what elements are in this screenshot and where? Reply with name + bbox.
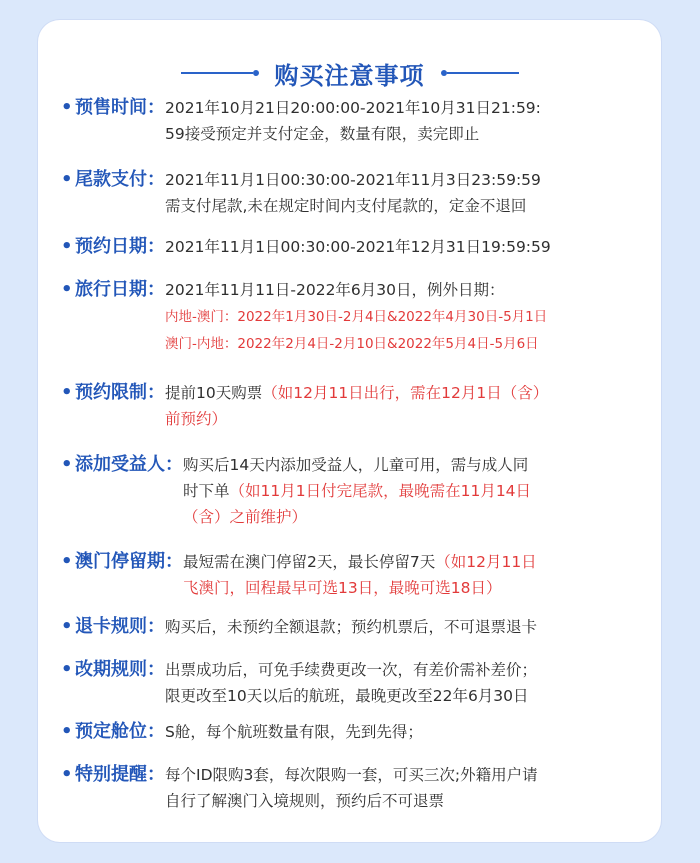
notice-content <box>165 234 647 260</box>
notice-card <box>38 20 661 842</box>
content-line <box>183 575 647 601</box>
bullet-icon: • <box>61 382 73 403</box>
content-text: 2021年10月21日20:00:00-2021年10月31日21:59: <box>165 99 541 117</box>
content-line <box>165 277 647 303</box>
notice-label: 改期规则： <box>75 659 165 680</box>
highlight-text: （如11月1日付完尾款，最晚需在11月14日 <box>229 482 532 500</box>
notice-item <box>61 549 647 601</box>
bullet-icon: • <box>61 721 73 742</box>
content-text: 购买后，未预约全额退款；预约机票后，不可退票退卡 <box>165 618 538 636</box>
right-decoration <box>441 70 519 76</box>
bullet-icon: • <box>61 659 73 680</box>
divider-line <box>181 72 253 74</box>
notice-item <box>61 452 647 530</box>
notice-item <box>61 762 647 814</box>
notice-label: 澳门停留期： <box>75 551 183 572</box>
notice-item <box>61 167 647 219</box>
content-text: 需支付尾款,未在规定时间内支付尾款的，定金不退回 <box>165 197 527 215</box>
content-text: 提前10天购票 <box>165 384 263 402</box>
bullet-icon: • <box>61 616 73 637</box>
content-text: 限更改至10天以后的航班，最晚更改至22年6月30日 <box>165 687 529 705</box>
highlight-text: 内地-澳门：2022年1月30日-2月4日&2022年4月30日-5月1日 <box>165 309 548 325</box>
divider-dot <box>253 70 259 76</box>
content-line <box>165 330 647 357</box>
content-line <box>183 452 647 478</box>
content-text: S舱，每个航班数量有限，先到先得； <box>165 723 423 741</box>
bullet-icon: • <box>61 97 73 118</box>
bullet-icon: • <box>61 551 73 572</box>
notice-content <box>183 452 647 530</box>
notice-content <box>165 657 647 709</box>
notice-label: 添加受益人： <box>75 454 183 475</box>
highlight-text: 澳门-内地：2022年2月4日-2月10日&2022年5月4日-5月6日 <box>165 336 539 352</box>
notice-content <box>165 380 647 432</box>
notice-item <box>61 719 647 745</box>
content-text: 自行了解澳门入境规则，预约后不可退票 <box>165 792 445 810</box>
content-line <box>165 121 647 147</box>
content-text: 2021年11月1日00:30:00-2021年11月3日23:59:59 <box>165 171 541 189</box>
content-text: 每个ID限购3套，每次限购一套，可买三次;外籍用户请 <box>165 766 538 784</box>
content-line <box>165 167 647 193</box>
notice-item <box>61 657 647 709</box>
highlight-text: （含）之前维护） <box>183 508 308 526</box>
content-line <box>165 380 647 406</box>
notice-content <box>165 614 647 640</box>
content-text: 购买后14天内添加受益人，儿童可用，需与成人同 <box>183 456 529 474</box>
notice-item <box>61 614 647 640</box>
content-text: 2021年11月11日-2022年6月30日，例外日期： <box>165 281 505 299</box>
notice-content <box>165 719 647 745</box>
notice-label: 退卡规则： <box>75 616 165 637</box>
highlight-text: 前预约） <box>165 410 228 428</box>
content-line <box>183 478 647 504</box>
notice-label: 预约限制： <box>75 382 165 403</box>
notice-content <box>165 95 647 147</box>
notice-item <box>61 95 647 147</box>
notice-item <box>61 234 647 260</box>
content-text: 时下单 <box>183 482 230 500</box>
notice-content <box>165 277 647 357</box>
notice-label: 预售时间： <box>75 97 165 118</box>
notice-content <box>165 762 647 814</box>
content-line <box>165 788 647 814</box>
content-line <box>165 406 647 432</box>
content-text: 最短需在澳门停留2天，最长停留7天 <box>183 553 436 571</box>
notice-label: 特别提醒： <box>75 764 165 785</box>
content-text: 2021年11月1日00:30:00-2021年12月31日19:59:59 <box>165 238 551 256</box>
content-line <box>165 683 647 709</box>
notice-item <box>61 380 647 432</box>
content-line <box>165 234 647 260</box>
content-line <box>165 303 647 330</box>
content-line <box>165 614 647 640</box>
content-line <box>165 657 647 683</box>
left-decoration <box>181 70 259 76</box>
highlight-text: 飞澳门，回程最早可选13日，最晚可选18日） <box>183 579 502 597</box>
highlight-text: （如12月11日出行，需在12月1日（含） <box>262 384 549 402</box>
notice-label: 尾款支付： <box>75 169 165 190</box>
bullet-icon: • <box>61 454 73 475</box>
bullet-icon: • <box>61 279 73 300</box>
bullet-icon: • <box>61 236 73 257</box>
content-text: 59接受预定并支付定金，数量有限，卖完即止 <box>165 125 480 143</box>
notice-content <box>165 167 647 219</box>
bullet-icon: • <box>61 764 73 785</box>
content-line <box>183 549 647 575</box>
content-line <box>165 762 647 788</box>
content-line <box>165 95 647 121</box>
content-line <box>183 504 647 530</box>
notice-item <box>61 277 647 357</box>
content-text: 出票成功后，可免手续费更改一次，有差价需补差价； <box>165 661 538 679</box>
divider-line <box>447 72 519 74</box>
content-line <box>165 719 647 745</box>
notice-label: 预定舱位： <box>75 721 165 742</box>
header <box>38 53 661 93</box>
notice-content <box>183 549 647 601</box>
notice-label: 旅行日期： <box>75 279 165 300</box>
page-title: 购买注意事项 <box>274 61 425 90</box>
content-line <box>165 193 647 219</box>
highlight-text: （如12月11日 <box>435 553 537 571</box>
bullet-icon: • <box>61 169 73 190</box>
notice-label: 预约日期： <box>75 236 165 257</box>
